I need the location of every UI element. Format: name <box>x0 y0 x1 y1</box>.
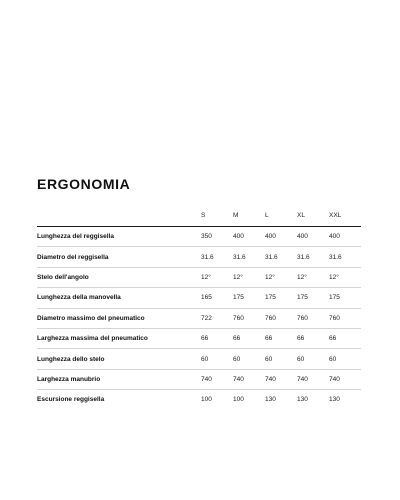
row-label: Lunghezza del reggisella <box>37 227 201 247</box>
table-cell: 66 <box>265 328 297 348</box>
table-cell: 760 <box>329 308 361 328</box>
table-cell: 740 <box>201 369 233 389</box>
table-cell: 60 <box>265 349 297 369</box>
table-cell: 350 <box>201 227 233 247</box>
header-label-cell <box>37 205 201 227</box>
table-cell: 66 <box>329 328 361 348</box>
table-cell: 400 <box>329 227 361 247</box>
table-cell: 740 <box>329 369 361 389</box>
table-cell: 175 <box>297 288 329 308</box>
table-row <box>37 247 361 267</box>
table-cell: 60 <box>201 349 233 369</box>
header-size-xxl: XXL <box>329 205 361 227</box>
table-row <box>37 227 361 247</box>
table-row <box>37 390 361 410</box>
table-cell: 130 <box>329 396 340 404</box>
header-size-xl: XL <box>297 205 329 227</box>
table-cell: 31.6 <box>201 247 233 267</box>
table-row <box>37 308 361 328</box>
table-cell: 760 <box>265 308 297 328</box>
header-size-s: S <box>201 205 233 227</box>
row-label: Stelo dell'angolo <box>37 267 201 287</box>
table-cell: 12° <box>329 267 361 287</box>
table-row <box>37 267 361 287</box>
table-row <box>37 288 361 308</box>
row-label: Larghezza massima del pneumatico <box>37 328 201 348</box>
table-cell: 60 <box>297 349 329 369</box>
table-cell: 400 <box>233 227 265 247</box>
header-size-m: M <box>233 205 265 227</box>
table-cell: 740 <box>233 369 265 389</box>
table-cell: 60 <box>233 349 265 369</box>
table-cell: 66 <box>297 328 329 348</box>
table-cell: 740 <box>265 369 297 389</box>
row-label: Larghezza manubrio <box>37 369 201 389</box>
row-label: Diametro del reggisella <box>37 247 201 267</box>
table-cell: 31.6 <box>329 247 361 267</box>
table-cell: 400 <box>297 227 329 247</box>
ergonomics-table <box>37 205 361 410</box>
table-row <box>37 328 361 348</box>
table-cell: 12° <box>233 267 265 287</box>
table-cell: 12° <box>265 267 297 287</box>
table-cell: 165 <box>201 288 233 308</box>
table-cell: 60 <box>329 349 361 369</box>
table-cell: 12° <box>201 267 233 287</box>
table-cell: 400 <box>265 227 297 247</box>
table-cell: 175 <box>233 288 265 308</box>
table-cell: 760 <box>297 308 329 328</box>
row-label: Diametro massimo del pneumatico <box>37 308 201 328</box>
row-label: Escursione reggisella <box>37 396 105 404</box>
table-cell: 130 <box>265 396 276 404</box>
table-row <box>37 349 361 369</box>
table-cell: 31.6 <box>265 247 297 267</box>
table-cell: 175 <box>329 288 361 308</box>
header-size-l: L <box>265 205 297 227</box>
table-cell: 175 <box>265 288 297 308</box>
table-cell: 66 <box>233 328 265 348</box>
table-cell: 31.6 <box>233 247 265 267</box>
table-cell: 100 <box>233 396 244 404</box>
table-cell: 760 <box>233 308 265 328</box>
table-cell: 722 <box>201 308 233 328</box>
row-label: Lunghezza dello stelo <box>37 349 201 369</box>
table-cell: 31.6 <box>297 247 329 267</box>
row-label: Lunghezza della manovella <box>37 288 201 308</box>
section-title: ERGONOMIA <box>37 176 131 192</box>
table-cell: 12° <box>297 267 329 287</box>
table-cell: 100 <box>201 396 212 404</box>
table-header-row <box>37 205 361 227</box>
table-cell: 130 <box>297 396 308 404</box>
table-cell: 66 <box>201 328 233 348</box>
table-row <box>37 369 361 389</box>
table-cell: 740 <box>297 369 329 389</box>
